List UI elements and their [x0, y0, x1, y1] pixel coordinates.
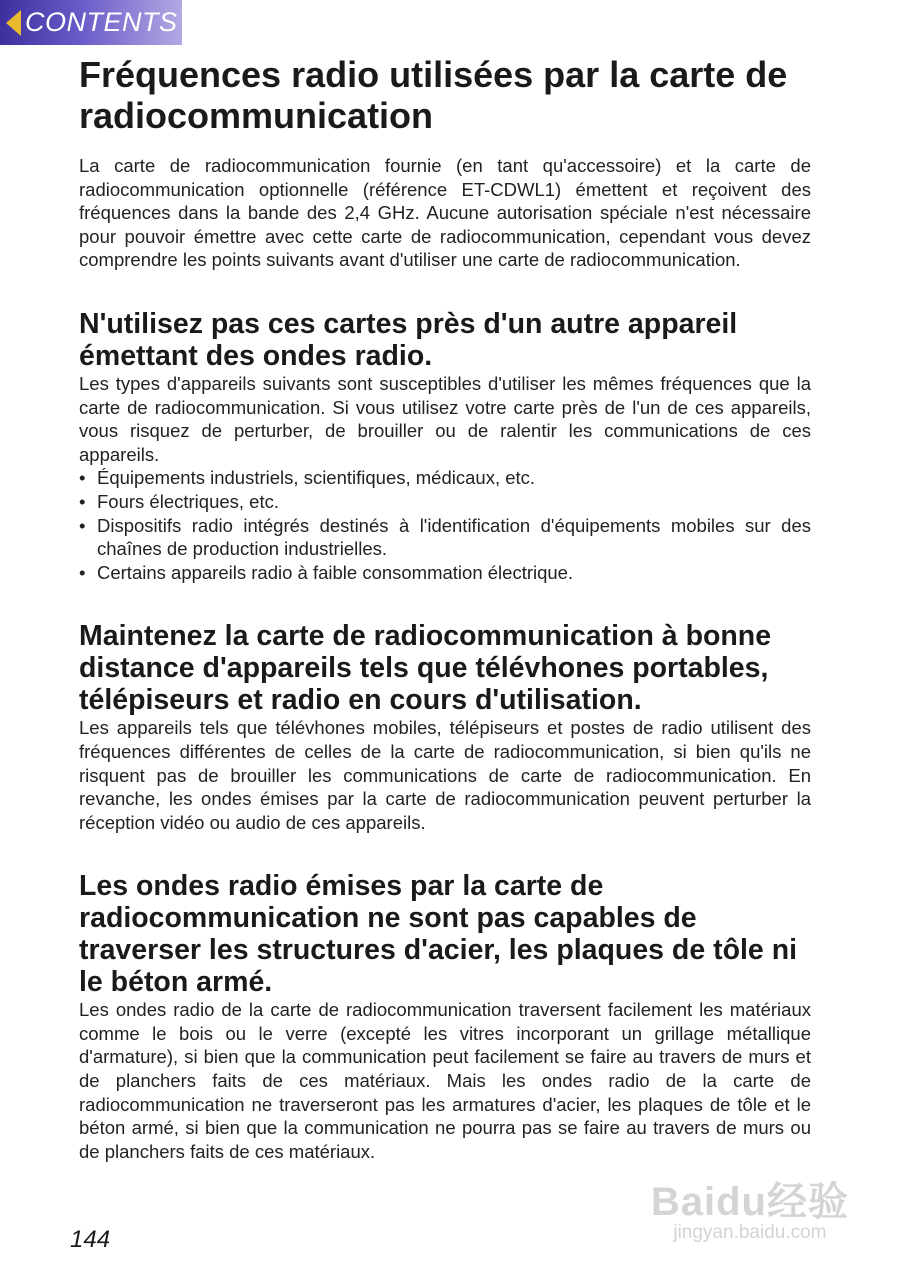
list-item — [79, 514, 811, 561]
section-1-bullet-list — [79, 466, 811, 584]
watermark-url: jingyan.baidu.com — [673, 1222, 827, 1243]
list-item — [79, 466, 811, 490]
section-3-title: Les ondes radio émises par la carte de radiocommunication ne sont pas capables de traverser les structures d'acier, les plaques de tôle ni le béton armé. — [79, 870, 798, 999]
section-2-title: Maintenez la carte de radiocommunication à bonne distance d'appareils tels que télévhones portables, télépiseurs et radio en cours d'utilisation. — [79, 620, 772, 717]
section-3-body: Les ondes radio de la carte de radiocommunication traversent facilement les matériaux comme le bois ou le verre (excepté les vitres incorporant un grillage métallique d'armature), si bien que la communication peut facilement se faire au travers de murs et de planchers faits de ces matériaux. Mais les ondes radio de la carte de radiocommunication ne traverseront pas les armatures d'acier, les plaques de tôle et le béton armé, si bien que la communication ne pourra pas se faire au travers de murs ou de planchers faits de ces matériaux. — [79, 999, 811, 1162]
list-item-text: Certains appareils radio à faible consommation électrique. — [97, 561, 574, 583]
list-item-text: Équipements industriels, scientifiques, médicaux, etc. — [97, 467, 536, 489]
section-1-title: N'utilisez pas ces cartes près d'un autre appareil émettant des ondes radio. — [79, 307, 738, 372]
page-number: 144 — [70, 1226, 111, 1253]
page-title: Fréquences radio utilisées par la carte de radiocommunication — [79, 54, 788, 136]
back-arrow-icon — [6, 10, 21, 36]
intro-paragraph: La carte de radiocommunication fournie (en tant qu'accessoire) et la carte de radiocommunication optionnelle (référence ET-CDWL1) émettent et reçoivent des fréquences dans la bande des 2,4 GHz. Aucune autorisation spéciale n'est nécessaire pour pouvoir émettre avec cette carte de radiocommunication, cependant vous devez comprendre les points suivants avant d'utiliser une carte de radiocommunication. — [79, 155, 811, 271]
section-1-body: Les types d'appareils suivants sont susceptibles d'utiliser les mêmes fréquences que la carte de radiocommunication. Si vous utilisez votre carte près de l'un de ces appareils, vous risquez de perturber, de brouiller ou de ralentir les communications de ces appareils. — [79, 372, 811, 465]
spacer — [79, 584, 811, 620]
spacer — [79, 272, 811, 308]
contents-button[interactable] — [0, 0, 182, 45]
list-item — [79, 561, 811, 585]
bullet-icon: • — [79, 467, 86, 489]
list-item — [79, 490, 811, 514]
list-item-text: Fours électriques, etc. — [97, 490, 279, 512]
list-item-text: Dispositifs radio intégrés destinés à l'identification d'équipements mobiles sur des chaînes de production industrielles. — [97, 514, 811, 560]
bullet-icon: • — [79, 561, 86, 583]
bullet-icon: • — [79, 514, 86, 536]
contents-label: CONTENTS — [25, 7, 178, 37]
bullet-icon: • — [79, 490, 86, 512]
watermark — [651, 1182, 849, 1244]
section-2-body: Les appareils tels que télévhones mobiles, télépiseurs et postes de radio utilisent des fréquences différentes de celles de la carte de radiocommunication, si bien qu'ils ne risquent pas de brouiller les communications de carte de radiocommunication. En revanche, les ondes émises par la carte de radiocommunication peuvent perturber la réception vidéo ou audio de ces appareils. — [79, 717, 811, 833]
page-content — [79, 54, 811, 1163]
spacer — [79, 834, 811, 870]
watermark-logo: Baidu经验 — [650, 1180, 849, 1224]
